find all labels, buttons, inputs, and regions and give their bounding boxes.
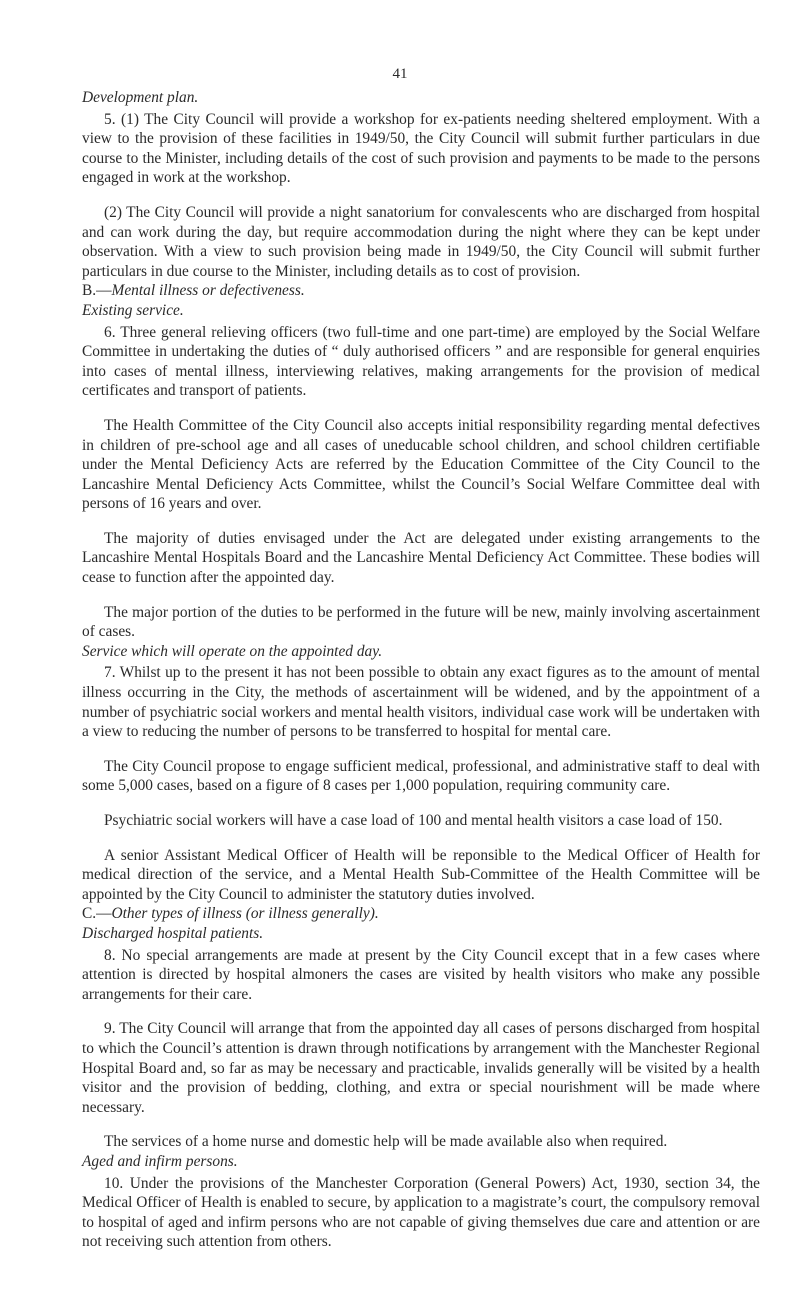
paragraph: Psychiatric social workers will have a case load of 100 and mental health visitors a case load of 150.: [104, 812, 723, 829]
section-title: Mental illness or defectiveness.: [111, 282, 305, 300]
paragraph: 6. Three general relieving officers (two full-time and one part-time) are employed by the Social Welfare Committee in undertaking the duties of “ duly authorised officers ” and are responsible for general enquiries into cases of mental illness, interviewing relatives, making arrangements for the provision of medical certificates and transport of patients.: [82, 323, 760, 400]
section-title: Other types of illness (or illness generally).: [111, 905, 379, 923]
subheading: Existing service.: [82, 301, 184, 319]
paragraph: The major portion of the duties to be performed in the future will be new, mainly involving ascertainment of cases.: [82, 603, 760, 641]
subheading: Aged and infirm persons.: [82, 1152, 238, 1170]
document-body: [82, 88, 760, 1252]
paragraph: 5. (1) The City Council will provide a workshop for ex-patients needing sheltered employment. With a view to the provision of these facilities in 1949/50, the City Council will submit further particulars in due course to the Minister, including details of the cost of such provision and payments to be made to the persons engaged in work at the workshop.: [82, 110, 760, 187]
subheading: Discharged hospital patients.: [82, 924, 264, 942]
paragraph: 8. No special arrangements are made at present by the City Council except that in a few cases where attention is directed by hospital almoners the cases are visited by health visitors who make any possible arrangements for their care.: [82, 946, 760, 1003]
section-letter: B.—: [82, 282, 112, 300]
subheading: Development plan.: [82, 89, 199, 106]
paragraph: The City Council propose to engage sufficient medical, professional, and administrative staff to deal with some 5,000 cases, based on a figure of 8 cases per 1,000 population, requiring community care.: [82, 757, 760, 795]
paragraph: The majority of duties envisaged under the Act are delegated under existing arrangements to the Lancashire Mental Hospitals Board and the Lancashire Mental Deficiency Act Committee. These bodies will cease to function after the appointed day.: [82, 529, 760, 587]
section-letter: C.—: [82, 905, 112, 923]
paragraph: A senior Assistant Medical Officer of Health will be reponsible to the Medical Officer of Health for medical direction of the service, and a Mental Health Sub-Committee of the Health Committee will be appointed by the City Council to administer the statutory duties involved.: [82, 846, 760, 903]
paragraph: (2) The City Council will provide a night sanatorium for convalescents who are discharged from hospital and can work during the day, but require accommodation during the night where they can be kept under observation. With a view to such provision being made in 1949/50, the City Council will submit further particulars in due course to the Minister, including details as to cost of provision.: [82, 203, 760, 280]
section-heading: [82, 281, 760, 301]
subheading: Service which will operate on the appointed day.: [82, 642, 383, 660]
paragraph: The Health Committee of the City Council also accepts initial responsibility regarding mental defectives in children of pre-school age and all cases of uneducable school children, and school children certifiable under the Mental Deficiency Acts are referred by the Education Committee of the City Council to the Lancashire Mental Deficiency Acts Committee, whilst the Council’s Social Welfare Committee deal with persons of 16 years and over.: [82, 416, 760, 513]
paragraph: 7. Whilst up to the present it has not been possible to obtain any exact figures as to the amount of mental illness occurring in the City, the methods of ascertainment will be widened, and by the appointment of a number of psychiatric social workers and mental health visitors, individual case work will be undertaken with a view to reducing the number of persons to be transferred to hospital for mental care.: [82, 664, 760, 741]
paragraph: The services of a home nurse and domestic help will be made available also when required.: [104, 1133, 668, 1151]
page-number: 41: [392, 66, 408, 82]
paragraph: 10. Under the provisions of the Manchester Corporation (General Powers) Act, 1930, section 34, the Medical Officer of Health is enabled to secure, by application to a magistrate’s court, the compulsory removal to hospital of aged and infirm persons who are not capable of giving themselves due care and attention or are not receiving such attention from others.: [82, 1174, 760, 1251]
paragraph: 9. The City Council will arrange that from the appointed day all cases of persons discharged from hospital to which the Council’s attention is drawn through notifications by arrangement with the Manchester Regional Hospital Board and, so far as may be necessary and practicable, invalids generally will be visited by a health visitor and the provision of bedding, clothing, and extra or special nourishment will be made where necessary.: [82, 1020, 760, 1116]
section-heading: [82, 904, 760, 924]
